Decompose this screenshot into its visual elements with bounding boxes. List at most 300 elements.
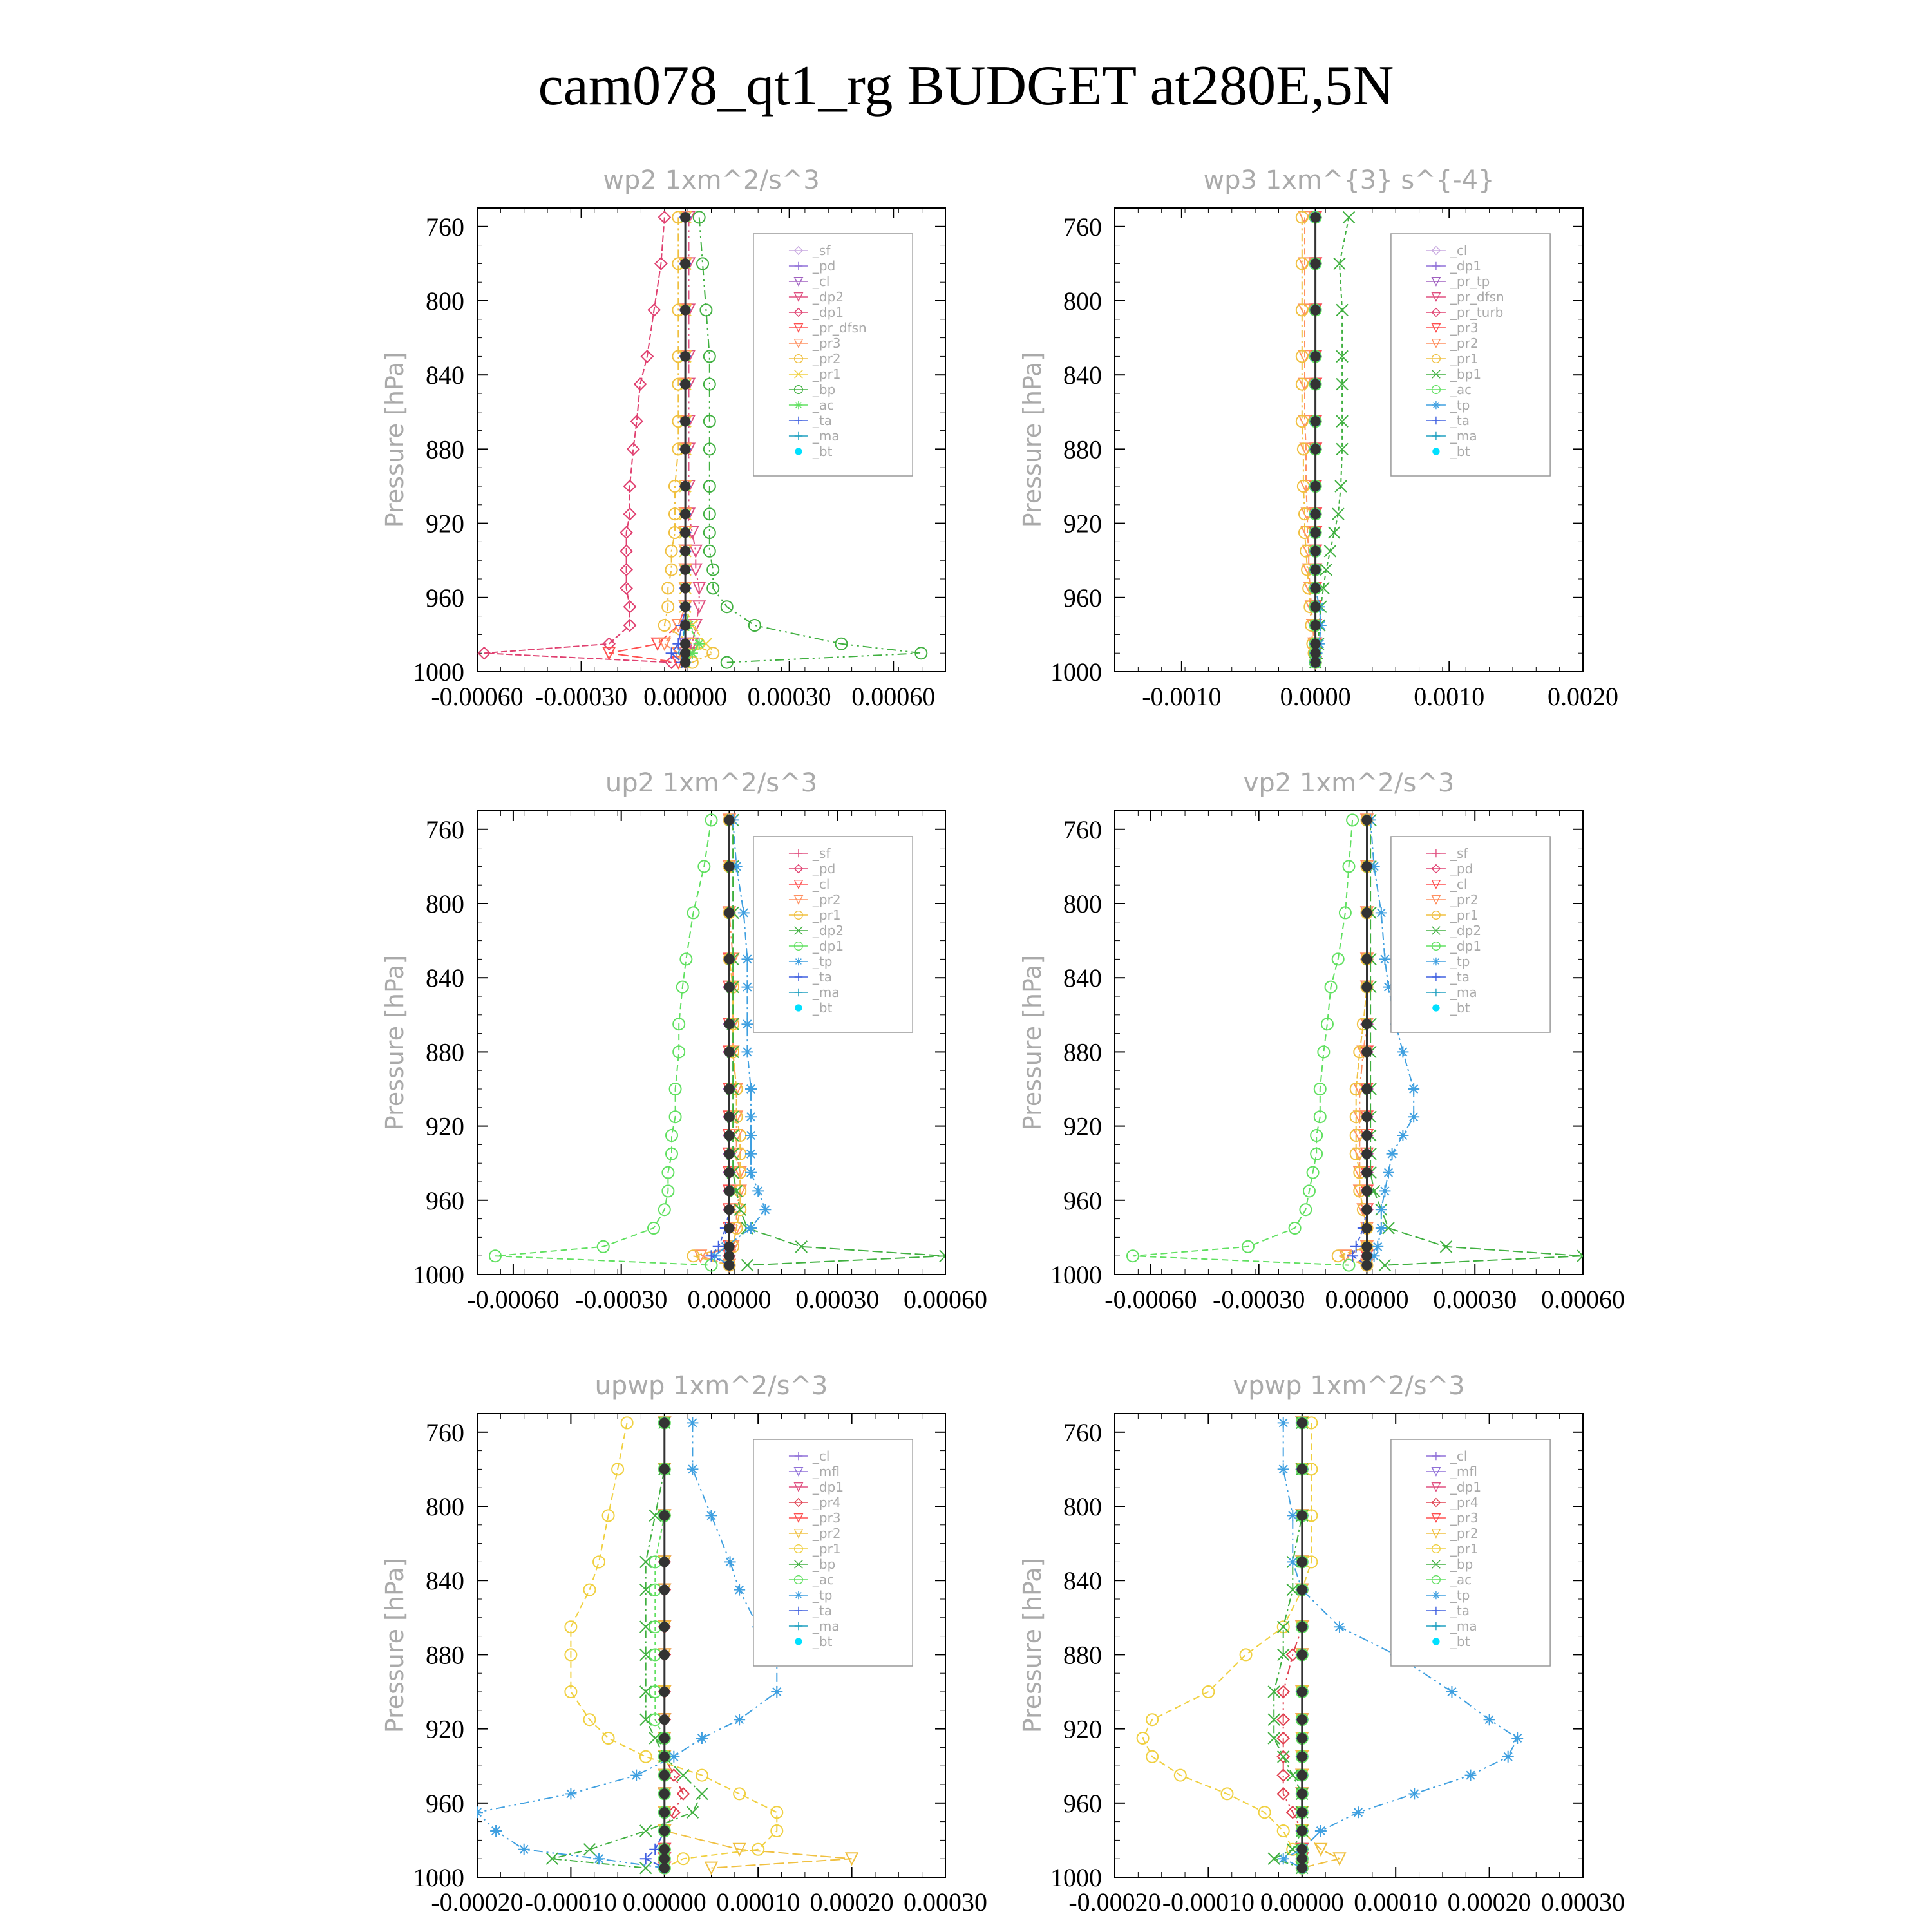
series-line-pr1 xyxy=(1143,1423,1312,1868)
series-point-bt xyxy=(1310,509,1320,519)
series-point-bt xyxy=(1361,1186,1372,1196)
series-point-bt xyxy=(1297,1464,1307,1474)
series-point-bt xyxy=(1310,527,1320,538)
legend-label: _pr1 xyxy=(1450,907,1479,923)
y-axis-label: Pressure [hPa] xyxy=(1018,1557,1046,1734)
series-point-bt xyxy=(680,258,690,269)
series-point-tp xyxy=(1383,1167,1394,1179)
legend-label: _dp1 xyxy=(812,1479,844,1495)
legend-label: _pd xyxy=(1450,861,1473,876)
series-line-pr1 xyxy=(1302,217,1316,662)
series-point-pr1 xyxy=(603,1732,614,1744)
x-tick-label: -0.00020 xyxy=(1068,1888,1161,1917)
x-tick-label: -0.00060 xyxy=(467,1285,560,1314)
x-tick-label: -0.00010 xyxy=(524,1888,618,1917)
x-tick-label: 0.00030 xyxy=(747,682,831,711)
y-tick-label: 920 xyxy=(426,1112,464,1141)
series-point-ac xyxy=(694,638,705,650)
series-point-tp xyxy=(745,1083,757,1095)
legend-label: _ta xyxy=(812,413,833,428)
series-point-bt xyxy=(724,954,734,964)
y-tick-label: 920 xyxy=(1063,509,1102,538)
series-point-tp xyxy=(687,1417,698,1428)
series-line-pr1 xyxy=(571,1423,777,1868)
legend-marker xyxy=(795,958,803,966)
x-tick-label: 0.00030 xyxy=(904,1888,987,1917)
series-point-bt xyxy=(1310,481,1320,491)
series-point-tp xyxy=(738,907,750,918)
y-tick-label: 800 xyxy=(426,287,464,316)
series-point-bt xyxy=(659,1714,670,1725)
panel-title: up2 1xm^2/s^3 xyxy=(605,768,818,798)
series-point-tp xyxy=(1379,953,1390,965)
panel-title: vp2 1xm^2/s^3 xyxy=(1243,768,1455,798)
series-point-bt xyxy=(1297,1557,1307,1567)
series-point-tp xyxy=(1397,1130,1408,1141)
series-line-ma xyxy=(678,217,685,662)
legend-marker xyxy=(1432,1638,1439,1645)
legend-label: _cl xyxy=(1450,243,1468,258)
panel-title: vpwp 1xm^2/s^3 xyxy=(1233,1371,1465,1401)
y-axis-label: Pressure [hPa] xyxy=(381,352,409,528)
series-line-pr2 xyxy=(1305,217,1316,662)
series-point-bt xyxy=(1361,1149,1372,1159)
y-tick-label: 920 xyxy=(426,1714,464,1744)
series-point-bt xyxy=(1297,1687,1307,1697)
legend-label: _bp1 xyxy=(1450,366,1482,382)
series-point-bt xyxy=(1297,1649,1307,1660)
series-point-bt xyxy=(680,351,690,361)
series-point-tp xyxy=(490,1825,502,1837)
legend-marker xyxy=(1432,1004,1439,1011)
series-point-tp xyxy=(745,1222,757,1234)
legend-label: _pr2 xyxy=(812,351,841,366)
series-point-tp xyxy=(1278,1463,1289,1475)
y-tick-label: 840 xyxy=(1063,361,1102,390)
series-point-tp xyxy=(1387,1148,1398,1160)
series-line-pr2 xyxy=(1302,1423,1340,1868)
x-tick-label: 0.0000 xyxy=(1280,682,1351,711)
y-axis-label: Pressure [hPa] xyxy=(1018,954,1046,1131)
legend-label: _pr_tp xyxy=(1450,274,1490,289)
y-tick-label: 880 xyxy=(1063,1640,1102,1670)
series-line-pr1 xyxy=(1338,820,1367,1265)
series-point-bt xyxy=(659,1733,670,1743)
x-tick-label: 0.00060 xyxy=(851,682,936,711)
series-point-bt xyxy=(659,1557,670,1567)
y-tick-label: 840 xyxy=(1063,963,1102,993)
series-point-tp xyxy=(1376,1222,1387,1234)
series-point-bp1 xyxy=(1336,304,1348,316)
y-tick-label: 1000 xyxy=(413,1260,464,1289)
y-tick-label: 760 xyxy=(1063,212,1102,242)
series-point-bp xyxy=(704,545,715,557)
legend-label: _pr_turb xyxy=(1450,305,1504,320)
legend-label: _ma xyxy=(812,428,840,444)
y-tick-label: 880 xyxy=(426,1640,464,1670)
series-point-bt xyxy=(659,1687,670,1697)
legend-label: _bp xyxy=(812,382,836,397)
legend-label: _pr2 xyxy=(1450,892,1479,907)
series-point-bt xyxy=(1361,1019,1372,1029)
y-tick-label: 920 xyxy=(1063,1112,1102,1141)
series-point-tp xyxy=(745,1167,757,1179)
series-line-dp1 xyxy=(484,217,672,662)
series-point-bp xyxy=(583,1844,595,1855)
legend-label: _bp xyxy=(812,1557,836,1572)
legend-marker xyxy=(1432,401,1441,410)
legend-label: _ma xyxy=(812,985,840,1000)
series-point-bt xyxy=(1297,1844,1307,1855)
series-point-bt xyxy=(659,1417,670,1428)
series-point-bt xyxy=(680,527,690,538)
legend-label: _tp xyxy=(812,1587,833,1603)
chart-panel-2 xyxy=(1018,166,1618,711)
x-tick-label: 0.00000 xyxy=(1260,1888,1344,1917)
series-point-bp xyxy=(640,1825,652,1837)
legend-label: _ta xyxy=(812,969,833,985)
series-point-bt xyxy=(1310,658,1320,668)
legend-label: _pr3 xyxy=(1450,1510,1479,1526)
figure-title: cam078_qt1_rg BUDGET at280E,5N xyxy=(538,55,1394,117)
x-tick-label: 0.00010 xyxy=(1354,1888,1438,1917)
legend-label: _pr2 xyxy=(1450,1526,1479,1541)
series-point-tp xyxy=(1484,1714,1495,1725)
y-tick-label: 1000 xyxy=(413,658,464,687)
legend-label: _tp xyxy=(1450,397,1470,413)
series-point-bt xyxy=(1361,1168,1372,1178)
series-point-bt xyxy=(1297,1826,1307,1836)
series-point-tp xyxy=(1334,1621,1345,1633)
series-point-tp xyxy=(1408,1111,1419,1122)
series-point-bt xyxy=(1297,1788,1307,1799)
series-point-bt xyxy=(724,1242,734,1252)
series-point-tp xyxy=(696,1732,708,1744)
legend-label: _bt xyxy=(812,1634,833,1649)
series-point-bt xyxy=(659,1826,670,1836)
legend-label: _pr1 xyxy=(812,907,841,923)
y-tick-label: 800 xyxy=(426,1492,464,1521)
series-point-tp xyxy=(741,1046,753,1057)
legend-label: _sf xyxy=(812,846,831,861)
x-tick-label: 0.00020 xyxy=(1447,1888,1531,1917)
x-tick-label: 0.00000 xyxy=(1325,1285,1409,1314)
series-point-bt xyxy=(1297,1510,1307,1520)
panel-title: wp3 1xm^{3} s^{-4} xyxy=(1203,166,1495,195)
series-point-pr1 xyxy=(621,1417,633,1428)
x-tick-label: 0.00030 xyxy=(1541,1888,1625,1917)
legend-label: _bt xyxy=(812,444,833,459)
legend-label: _tp xyxy=(1450,954,1470,969)
series-point-bt xyxy=(659,1807,670,1817)
legend-label: _sf xyxy=(1450,846,1468,861)
y-tick-label: 1000 xyxy=(1050,658,1102,687)
series-point-bt xyxy=(680,379,690,390)
series-point-bt xyxy=(724,1046,734,1057)
series-point-bt xyxy=(724,1251,734,1261)
y-tick-label: 880 xyxy=(426,1037,464,1067)
legend-label: _bt xyxy=(1450,1000,1470,1016)
y-tick-label: 800 xyxy=(426,889,464,918)
series-point-bt xyxy=(1310,351,1320,361)
y-axis-label: Pressure [hPa] xyxy=(381,954,409,1131)
series-point-bt xyxy=(1310,305,1320,315)
series-point-tp xyxy=(734,1714,745,1725)
series-point-bt xyxy=(659,1752,670,1762)
legend-label: _pr3 xyxy=(1450,320,1479,336)
series-point-tp xyxy=(1502,1751,1514,1763)
series-point-bp1 xyxy=(1329,527,1340,538)
legend-marker xyxy=(1432,958,1441,966)
series-point-bt xyxy=(659,1844,670,1855)
x-tick-label: 0.00000 xyxy=(687,1285,772,1314)
legend-label: _ma xyxy=(1450,1618,1477,1634)
x-tick-label: 0.00020 xyxy=(810,1888,894,1917)
legend-label: _bt xyxy=(1450,444,1470,459)
series-point-bt xyxy=(724,1130,734,1141)
series-point-tp xyxy=(1408,1788,1420,1799)
y-tick-label: 760 xyxy=(426,212,464,242)
series-point-bt xyxy=(724,1204,734,1215)
series-point-bt xyxy=(1297,1752,1307,1762)
series-point-tp xyxy=(1408,1083,1419,1095)
legend-label: _dp1 xyxy=(812,305,844,320)
series-point-bp xyxy=(749,620,761,631)
legend-label: _dp2 xyxy=(1450,923,1482,938)
legend-label: _pr3 xyxy=(812,1510,841,1526)
series-point-tp xyxy=(752,1185,764,1197)
y-tick-label: 800 xyxy=(1063,287,1102,316)
y-tick-label: 880 xyxy=(1063,1037,1102,1067)
legend-label: _pr_dfsn xyxy=(1450,289,1504,305)
series-point-bp xyxy=(696,1788,708,1799)
series-point-tp xyxy=(745,1111,757,1122)
series-point-bt xyxy=(659,1585,670,1595)
chart-panel-4 xyxy=(1018,768,1625,1314)
series-point-pr1 xyxy=(640,1751,652,1763)
series-point-bt xyxy=(1361,1084,1372,1094)
x-tick-label: 0.0010 xyxy=(1414,682,1485,711)
series-point-bt xyxy=(724,1260,734,1271)
series-line-dp1 xyxy=(495,820,712,1265)
y-tick-label: 1000 xyxy=(1050,1260,1102,1289)
legend-label: _mfl xyxy=(1450,1464,1478,1479)
legend-label: _pr_dfsn xyxy=(812,320,867,336)
series-point-bt xyxy=(1361,1130,1372,1141)
chart-panel-6 xyxy=(1018,1371,1625,1917)
series-point-bt xyxy=(659,1464,670,1474)
series-point-bt xyxy=(724,1149,734,1159)
chart-panel-1 xyxy=(381,166,945,711)
series-point-pr1 xyxy=(1240,1649,1252,1660)
y-tick-label: 760 xyxy=(426,1417,464,1447)
series-point-tp xyxy=(1278,1417,1289,1428)
series-line-dp1 xyxy=(1133,820,1352,1265)
series-line-pr4 xyxy=(665,1423,683,1868)
series-line-ac xyxy=(685,217,699,662)
legend-label: _pr3 xyxy=(812,336,841,351)
series-point-bt xyxy=(724,815,734,825)
legend-label: _pr2 xyxy=(1450,336,1479,351)
y-axis-label: Pressure [hPa] xyxy=(381,1557,409,1734)
legend-label: _bt xyxy=(812,1000,833,1016)
series-point-bt xyxy=(680,648,690,658)
series-point-bt xyxy=(1310,620,1320,630)
x-tick-label: -0.0010 xyxy=(1142,682,1222,711)
legend-label: _ma xyxy=(1450,985,1477,1000)
x-tick-label: -0.00060 xyxy=(431,682,524,711)
y-tick-label: 960 xyxy=(1063,1186,1102,1215)
series-point-tp xyxy=(687,1463,698,1475)
y-tick-label: 760 xyxy=(426,815,464,844)
legend-marker xyxy=(795,448,802,455)
series-point-pr2 xyxy=(666,564,677,576)
series-point-pr2 xyxy=(707,647,719,659)
series-point-bt xyxy=(724,1019,734,1029)
series-point-bt xyxy=(724,907,734,918)
series-point-tp xyxy=(745,1130,757,1141)
series-point-bp1 xyxy=(1324,545,1336,557)
series-point-bt xyxy=(1361,861,1372,871)
series-point-tp xyxy=(1446,1686,1457,1698)
series-point-bt xyxy=(1297,1585,1307,1595)
y-tick-label: 920 xyxy=(1063,1714,1102,1744)
legend-label: _pr1 xyxy=(812,1541,841,1557)
x-tick-label: 0.00000 xyxy=(622,1888,706,1917)
series-point-bt xyxy=(1297,1853,1307,1864)
series-point-bt xyxy=(1310,601,1320,612)
legend-label: _ac xyxy=(812,397,835,413)
series-line-ta xyxy=(712,820,730,1265)
series-point-tp xyxy=(745,1148,757,1160)
legend-label: _pr4 xyxy=(1450,1495,1479,1510)
series-point-bt xyxy=(659,1649,670,1660)
y-tick-label: 960 xyxy=(1063,583,1102,612)
legend-label: _pr1 xyxy=(812,366,841,382)
series-point-bt xyxy=(1361,1204,1372,1215)
panel-title: wp2 1xm^2/s^3 xyxy=(603,166,820,195)
series-point-tp xyxy=(1397,1046,1408,1057)
legend-label: _ac xyxy=(1450,1572,1472,1587)
series-line-bp xyxy=(552,1423,702,1868)
legend-label: _sf xyxy=(812,243,831,258)
series-line-pr4 xyxy=(1283,1423,1302,1868)
legend-label: _pd xyxy=(812,258,836,274)
series-point-pr1 xyxy=(593,1556,605,1567)
legend-label: _bp xyxy=(1450,1557,1473,1572)
series-point-bt xyxy=(680,305,690,315)
y-tick-label: 920 xyxy=(426,509,464,538)
series-line-dp2 xyxy=(685,217,699,662)
x-tick-label: 0.0020 xyxy=(1548,682,1618,711)
x-tick-label: -0.00010 xyxy=(1162,1888,1255,1917)
series-point-bt xyxy=(1361,1223,1372,1233)
y-tick-label: 960 xyxy=(1063,1788,1102,1818)
legend-label: _mfl xyxy=(812,1464,840,1479)
y-tick-label: 840 xyxy=(426,963,464,993)
legend-label: _pr4 xyxy=(812,1495,841,1510)
y-tick-label: 960 xyxy=(426,1788,464,1818)
series-point-tp xyxy=(593,1853,605,1864)
series-point-bt xyxy=(1310,648,1320,658)
series-point-bt xyxy=(724,982,734,992)
series-point-bt xyxy=(1361,1112,1372,1122)
legend-label: _cl xyxy=(1450,876,1468,892)
y-tick-label: 840 xyxy=(426,361,464,390)
x-tick-label: -0.00030 xyxy=(535,682,628,711)
legend-marker xyxy=(1432,1591,1441,1600)
y-tick-label: 840 xyxy=(426,1566,464,1596)
legend-marker xyxy=(1432,448,1439,455)
series-point-bt xyxy=(1297,1622,1307,1632)
series-point-bt xyxy=(680,416,690,426)
panel-title: upwp 1xm^2/s^3 xyxy=(594,1371,828,1401)
legend-label: _ac xyxy=(812,1572,835,1587)
series-line-pr2 xyxy=(701,820,741,1265)
series-point-bt xyxy=(680,583,690,593)
series-point-bt xyxy=(1310,546,1320,556)
legend-label: _dp1 xyxy=(1450,938,1482,954)
series-point-bt xyxy=(659,1863,670,1873)
series-point-bt xyxy=(659,1853,670,1864)
series-point-bt xyxy=(1297,1733,1307,1743)
legend-label: _ta xyxy=(812,1603,833,1618)
legend-label: _ac xyxy=(1450,382,1472,397)
series-point-bt xyxy=(1297,1770,1307,1781)
y-tick-label: 960 xyxy=(426,1186,464,1215)
series-point-bt xyxy=(1297,1863,1307,1873)
series-point-bt xyxy=(1310,416,1320,426)
series-point-bt xyxy=(659,1510,670,1520)
series-point-bt xyxy=(680,658,690,668)
series-point-bt xyxy=(1297,1714,1307,1725)
legend-label: _ta xyxy=(1450,413,1470,428)
series-point-tp xyxy=(759,1204,771,1215)
legend-label: _pd xyxy=(812,861,836,876)
series-line-pr3 xyxy=(665,217,685,662)
series-point-pr2 xyxy=(695,1250,706,1262)
series-point-tp xyxy=(1379,1185,1390,1197)
legend-label: _ta xyxy=(1450,1603,1470,1618)
legend-label: _ta xyxy=(1450,969,1470,985)
series-point-tp xyxy=(724,1556,736,1567)
series-point-bt xyxy=(1361,1260,1372,1271)
series-point-bt xyxy=(1361,1242,1372,1252)
y-tick-label: 760 xyxy=(1063,815,1102,844)
series-group xyxy=(1296,211,1355,668)
series-point-bt xyxy=(659,1788,670,1799)
series-point-bt xyxy=(680,481,690,491)
series-point-bt xyxy=(680,565,690,575)
series-line-tp xyxy=(477,1423,777,1868)
legend-label: _pr2 xyxy=(812,892,841,907)
series-point-bt xyxy=(1361,815,1372,825)
series-point-bt xyxy=(1297,1417,1307,1428)
series-point-dp2 xyxy=(741,1260,753,1271)
legend-label: _tp xyxy=(1450,1587,1470,1603)
series-point-bt xyxy=(1361,907,1372,918)
series-point-bt xyxy=(680,546,690,556)
series-point-bt xyxy=(1310,565,1320,575)
legend-label: _cl xyxy=(812,1448,830,1464)
series-point-tp xyxy=(741,953,753,965)
series-line-ta xyxy=(646,1423,665,1868)
y-tick-label: 880 xyxy=(426,435,464,464)
legend-label: _dp2 xyxy=(812,289,844,305)
series-point-bt xyxy=(680,444,690,454)
legend-label: _pr1 xyxy=(1450,351,1479,366)
legend-label: _ma xyxy=(812,1618,840,1634)
